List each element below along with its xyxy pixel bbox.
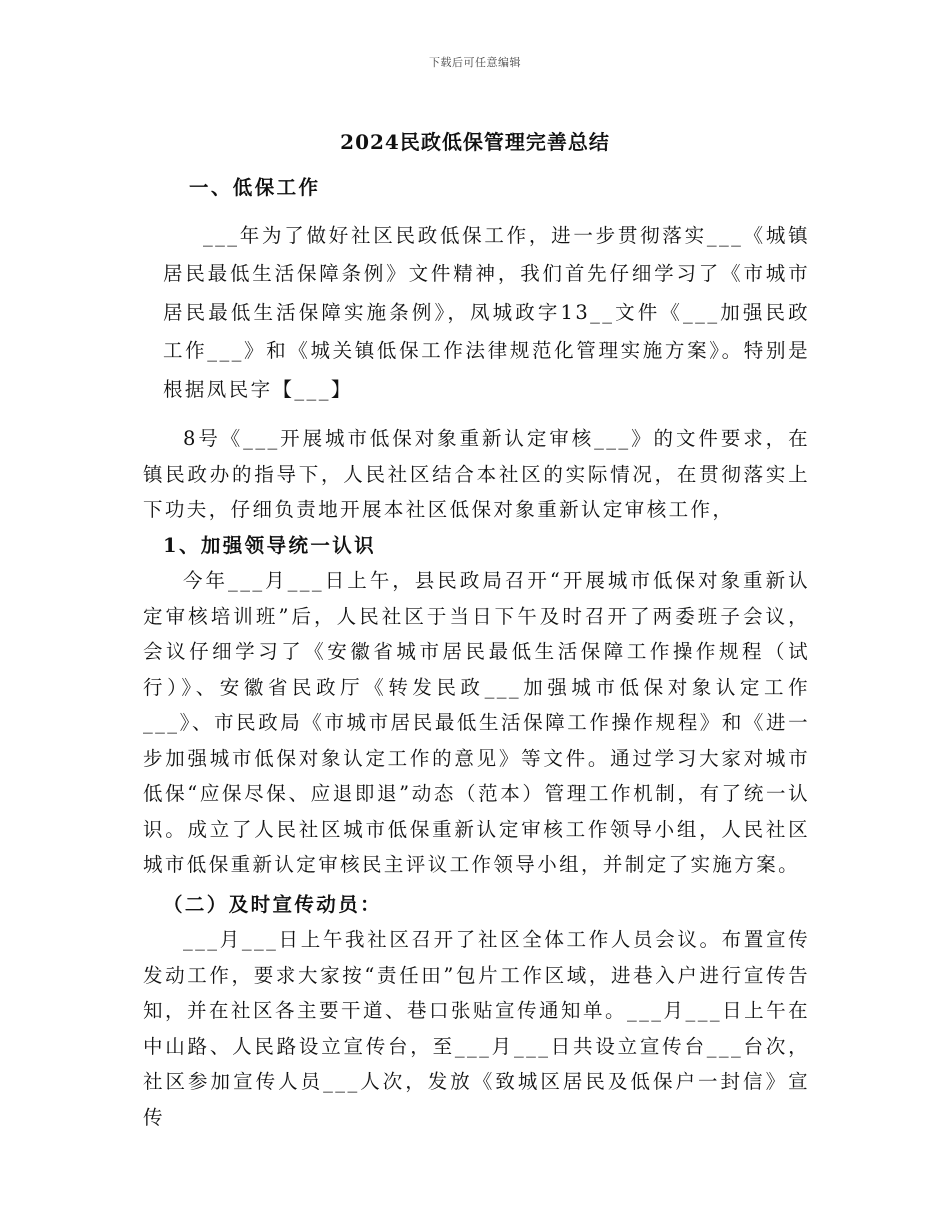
section-heading-low-income: 一、低保工作 xyxy=(189,176,321,199)
paragraph-publicity: ___月___日上午我社区召开了社区全体工作人员会议。布置宣传发动工作，要求大家按“责任田”包片工作区域，进巷入户进行宣传告知，并在社区各主要干道、巷口张贴宣传通知单。___月___日上午在中山路、人民路设立宣传台，至___月___日共设立宣传台___台次，社区参加宣传人员___人次，发放《致城区居民及低保户一封信》宣传 xyxy=(143,928,810,1129)
paragraph-requirements: 8号《___开展城市低保对象重新认定审核___》的文件要求，在镇民政办的指导下，人民社区结合本社区的实际情况，在贯彻落实上下功夫，仔细负责地开展本社区低保对象重新认定审核工作， xyxy=(143,427,810,521)
subheading-leadership: 1、加强领导统一认识 xyxy=(163,533,377,557)
paragraph-gap xyxy=(143,409,810,421)
subheading-publicity: （二）及时宣传动员： xyxy=(163,892,383,916)
paragraph-leadership: 今年___月___日上午，县民政局召开“开展城市低保对象重新认定审核培训班”后，人民社区于当日下午及时召开了两委班子会议，会议仔细学习了《安徽省城市居民最低生活保障工作操作规程（试行）》、安徽省民政厅《转发民政___加强城市低保对象认定工作___》、市民政局《市城市居民最低生活保障工作操作规程》和《进一步加强城市低保对象认定工作的意见》等文件。通过学习大家对城市低保“应保尽保、应退即退”动态（范本）管理工作机制，有了统一认识。成立了人民社区城市低保重新认定审核工作领导小组，人民社区城市低保重新认定审核民主评议工作领导小组，并制定了实施方案。 xyxy=(143,569,810,876)
document-body xyxy=(143,170,810,1135)
document-title: 2024民政低保管理完善总结 xyxy=(340,130,610,154)
paragraph-intro: ___年为了做好社区民政低保工作，进一步贯彻落实___《城镇居民最低生活保障条例》文件精神，我们首先仔细学习了《市城市居民最低生活保障实施条例》，凤城政字13__文件《___加强民政工作___》和《城关镇低保工作法律规范化管理实施方案》。特别是根据凤民字【___】 xyxy=(163,223,810,401)
indented-paragraph xyxy=(143,217,810,410)
header-note: 下载后可任意编辑 xyxy=(429,56,521,69)
